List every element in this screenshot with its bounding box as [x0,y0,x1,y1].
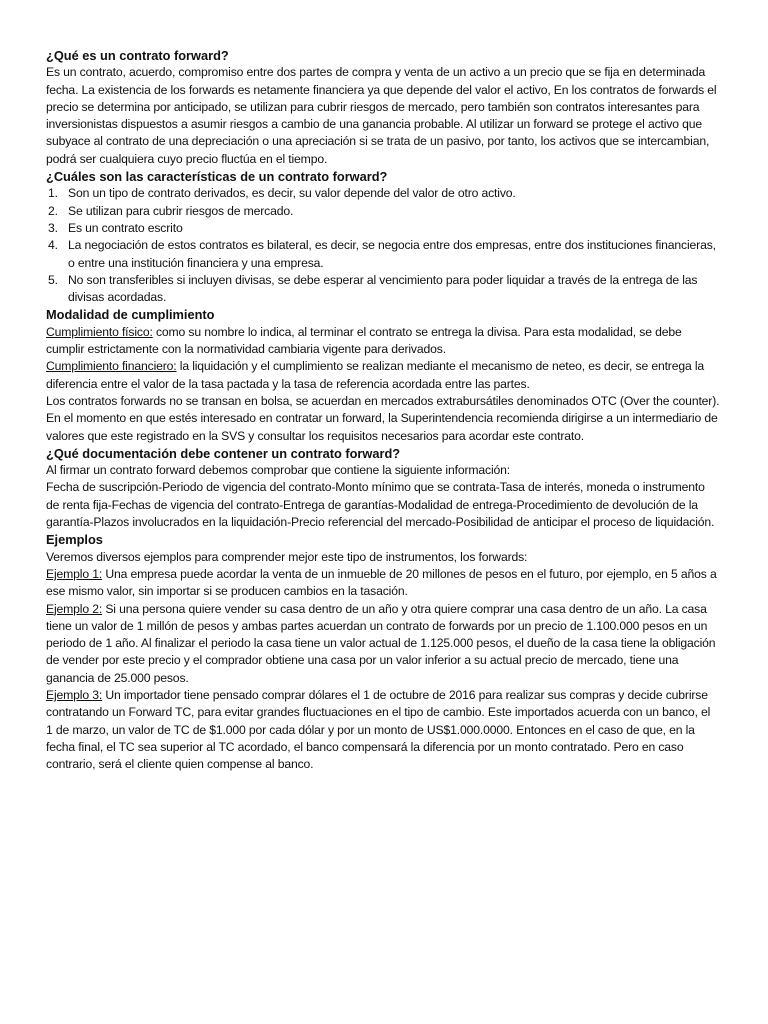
list-item [46,220,720,237]
list-item [46,272,720,307]
document-page [46,47,720,773]
list-item-text: Es un contrato escrito [68,220,183,235]
paragraph-cumplimiento-fisico [46,324,720,359]
paragraph-otc: Los contratos forwards no se transan en bolsa, se acuerdan en mercados extrabursátiles denominados OTC (Over the counter). En el momento en que estés interesado en contratar un forward, la Superintendencia recomienda dirigirse a un intermediario de valores que este registrado en la SVS y consultar los requisitos necesarios para acordar este contrato. [46,393,720,443]
heading-ejemplos: Ejemplos [46,532,103,548]
list-item [46,185,720,202]
label-cumplimiento-fisico: Cumplimiento físico: [46,324,153,339]
list-item-text: Se utilizan para cubrir riesgos de mercado. [68,203,294,218]
paragraph-ejemplo-1 [46,566,720,601]
paragraph-ejemplo-3 [46,687,720,773]
label-ejemplo-2: Ejemplo 2: [46,601,103,616]
list-item-number: 5. [48,272,58,287]
heading-modalidad: Modalidad de cumplimiento [46,307,215,323]
paragraph-documentacion-intro: Al firmar un contrato forward debemos comprobar que contiene la siguiente información: [46,463,511,478]
list-item [46,203,720,220]
list-item-text: Son un tipo de contrato derivados, es decir, su valor depende del valor de otro activo. [68,186,516,201]
heading-que-es-forward: ¿Qué es un contrato forward? [46,48,229,63]
list-item-number: 3. [48,220,58,235]
paragraph-cumplimiento-financiero [46,358,720,393]
heading-caracteristicas: ¿Cuáles son las características de un contrato forward? [46,169,388,185]
list-item [46,237,720,272]
label-cumplimiento-financiero: Cumplimiento financiero: [46,359,177,374]
text-cumplimiento-financiero: la liquidación y el cumplimiento se realizan mediante el mecanismo de neteo, es decir, se entrega la diferencia entre el valor de la tasa pactada y la tasa de referencia acordada entre las partes. [46,359,705,391]
paragraph-ejemplo-2 [46,601,720,687]
list-item-text: No son transferibles si incluyen divisas, se debe esperar al vencimiento para poder liquidar a través de la entrega de las divisas acordadas. [68,272,698,305]
text-ejemplo-1: Una empresa puede acordar la venta de un inmueble de 20 millones de pesos en el futuro, por ejemplo, en 5 años a ese mismo valor, sin importar si se producen cambios en la tasación. [46,566,717,599]
text-cumplimiento-fisico: como su nombre lo indica, al terminar el contrato se entrega la divisa. Para esta modalidad, se debe cumplir estrictamente con la normatividad cambiaria vigente para derivados. [46,324,682,357]
text-ejemplo-2: Si una persona quiere vender su casa dentro de un año y otra quiere comprar una casa dentro de un año. La casa tiene un valor de 1 millón de pesos y ambas partes acuerdan un contrato de forwards por un precio de 1.100.000 pesos en un periodo de 1 año. Al finalizar el periodo la casa tiene un valor actual de 1.125.000 pesos, el dueño de la casa tiene la obligación de vender por este precio y el comprador obtiene una casa por un valor inferior a su actual precio de mercado, tiene una ganancia de 25.000 pesos. [46,601,716,685]
paragraph-ejemplos-intro: Veremos diversos ejemplos para comprender mejor este tipo de instrumentos, los forwards: [46,549,528,564]
paragraph-documentacion-lista: Fecha de suscripción-Periodo de vigencia del contrato-Monto mínimo que se contrata-Tasa de interés, moneda o instrumento de renta fija-Fechas de vigencia del contrato-Entrega de garantías-Modalidad de entrega-Procedimiento de devolución de la garantía-Plazos involucrados en la liquidación-Precio referencial del mercado-Posibilidad de anticipar el proceso de liquidación. [46,480,715,530]
list-item-number: 1. [48,186,58,201]
paragraph-definicion: Es un contrato, acuerdo, compromiso entre dos partes de compra y venta de un activo a un precio que se fija en determinada fecha. La existencia de los forwards es netamente financiera ya que depende del valor el activo, En los contratos de forwards el precio se determina por anticipado, se utilizan para cubrir riesgos de mercado, pero también son contratos interesantes para inversionistas dispuestos a asumir riesgos a cambio de una ganancia probable. Al utilizar un forward se protege el activo que subyace al contrato de una depreciación o una apreciación si se trata de un pasivo, por tanto, los activos que se intercambian, podrá ser cualquiera cuyo precio fluctúa en el tiempo. [46,65,717,166]
heading-documentacion: ¿Qué documentación debe contener un contrato forward? [46,445,401,461]
list-item-number: 4. [48,238,58,253]
list-caracteristicas [46,185,720,306]
text-ejemplo-3: Un importador tiene pensado comprar dólares el 1 de octubre de 2016 para realizar sus compras y decide cubrirse contratando un Forward TC, para evitar grandes fluctuaciones en el tipo de cambio. Este importados acuerda con un banco, el 1 de marzo, un valor de TC de $1.000 por cada dólar y por un monto de US$1.000.0000. Entonces en el caso de que, en la fecha final, el TC sea superior al TC acordado, el banco compensará la diferencia por un monto contratado. Pero en caso contrario, será el cliente quien compense al banco. [46,687,711,772]
list-item-number: 2. [48,203,58,218]
label-ejemplo-3: Ejemplo 3: [46,687,103,702]
label-ejemplo-1: Ejemplo 1: [46,566,103,581]
list-item-text: La negociación de estos contratos es bilateral, es decir, se negocia entre dos empresas, entre dos instituciones financieras, o entre una institución financiera y una empresa. [68,238,716,270]
